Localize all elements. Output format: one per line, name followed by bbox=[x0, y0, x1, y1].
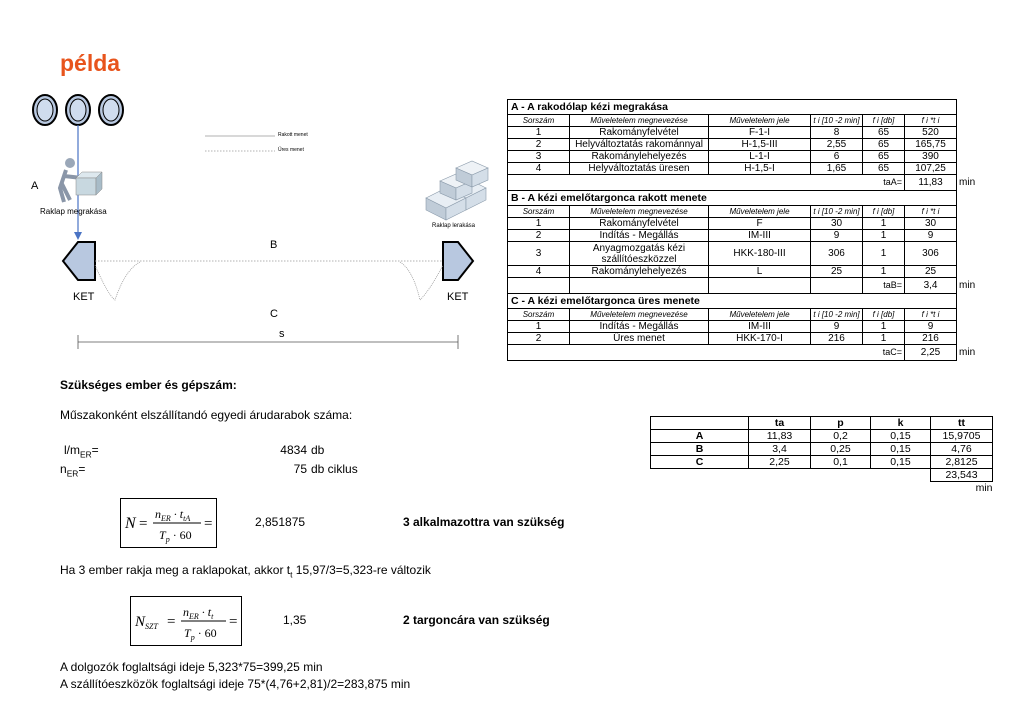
table-row: 1 Rakományfelvétel F-1-I 8 65 520 bbox=[508, 127, 994, 139]
unit: min bbox=[959, 280, 976, 291]
n-value: 75 bbox=[293, 462, 307, 476]
svg-text:Tp · 60: $T_p \cdot 60$ bbox=[159, 528, 192, 544]
label-ket-left: KET bbox=[73, 291, 95, 303]
table-row: 3 Rakománylehelyezés L-1-I 6 65 390 bbox=[508, 151, 994, 163]
total-row bbox=[508, 175, 994, 191]
formula1-result: 2,851875 bbox=[255, 515, 306, 529]
table-row: C 2,25 0,1 0,15 2,8125 bbox=[651, 456, 993, 469]
header-cell: t i [10 -2 min] bbox=[811, 115, 863, 127]
n-label: $n_{ER}=$ bbox=[60, 462, 86, 479]
header-cell: Sorszám bbox=[508, 309, 570, 321]
diagram-drawing bbox=[0, 80, 500, 370]
table-row: 1 Indítás - Megállás IM-III 9 1 9 bbox=[508, 321, 994, 333]
svg-text:N: N bbox=[125, 515, 136, 532]
header-cell: f i *t i bbox=[905, 309, 957, 321]
header-cell: Műveletelem megnevezése bbox=[570, 115, 709, 127]
unit: min bbox=[959, 177, 976, 188]
header-cell: Műveletelem jele bbox=[709, 206, 811, 218]
table-row: 2 Helyváltoztatás rakománnyal H-1,5-III 2,55 65 165,75 bbox=[508, 139, 994, 151]
total-value: 3,4 bbox=[905, 278, 957, 294]
table-row: 2 Indítás - Megállás IM-III 9 1 9 bbox=[508, 230, 994, 242]
summary-total: 23,543 bbox=[931, 469, 993, 482]
transport-diagram bbox=[0, 80, 500, 370]
svg-text:NSZT: $N_{SZT}$ bbox=[135, 614, 158, 631]
lm-label: $l/m_{ER}=$ bbox=[64, 443, 99, 460]
label-ket-right: KET bbox=[447, 291, 469, 303]
svg-text:=: = bbox=[139, 516, 148, 532]
lm-unit: db bbox=[311, 443, 325, 457]
header-p: p bbox=[811, 417, 871, 430]
legend-loaded: Rakott menet bbox=[278, 132, 308, 138]
table-row: 2 Üres menet HKK-170-I 216 1 216 bbox=[508, 333, 994, 345]
header-cell: t i [10 -2 min] bbox=[811, 206, 863, 218]
formula2-result: 1,35 bbox=[283, 613, 307, 627]
table-c-title: C - A kézi emelőtargonca üres menete bbox=[508, 294, 957, 309]
table-a-title: A - A rakodólap kézi megrakása bbox=[508, 100, 957, 115]
header-cell: f i *t i bbox=[905, 115, 957, 127]
table-b-title: B - A kézi emelőtargonca rakott menete bbox=[508, 191, 957, 206]
operator-circles bbox=[33, 95, 123, 125]
header-cell: Műveletelem megnevezése bbox=[570, 309, 709, 321]
summary-table bbox=[650, 416, 993, 495]
ket-left-shape bbox=[63, 242, 95, 280]
operations-table bbox=[507, 99, 994, 361]
header-cell: f i [db] bbox=[863, 206, 905, 218]
header-cell: f i *t i bbox=[905, 206, 957, 218]
text-bottom2: A szállítóeszközök foglaltsági ideje 75*(4,76+2,81)/2=283,875 min bbox=[60, 677, 411, 691]
total-label: taB= bbox=[863, 278, 905, 294]
worker-figure bbox=[60, 158, 102, 202]
legend-empty: Üres menet bbox=[278, 147, 304, 153]
label-c: C bbox=[270, 308, 278, 320]
header-cell: Műveletelem jele bbox=[709, 115, 811, 127]
header-tt: tt bbox=[931, 417, 993, 430]
page-title: példa bbox=[60, 50, 121, 76]
label-raklap-megrakasa: Raklap megrakása bbox=[40, 207, 107, 216]
section-heading: Szükséges ember és gépszám: bbox=[60, 378, 237, 392]
total-row bbox=[508, 278, 994, 294]
svg-text:=: = bbox=[167, 614, 176, 630]
ket-right-shape bbox=[443, 242, 473, 280]
text-bottom1: A dolgozók foglaltsági ideje 5,323*75=399,25 min bbox=[60, 660, 323, 674]
header-cell: Sorszám bbox=[508, 206, 570, 218]
header-ta: ta bbox=[749, 417, 811, 430]
table-row: 3 Anyagmozgatás kézi szállítóeszközzel HKK-180-III 306 1 306 bbox=[508, 242, 994, 266]
header-cell: Sorszám bbox=[508, 115, 570, 127]
summary-unit: min bbox=[975, 482, 993, 495]
table-row: 1 Rakományfelvétel F 30 1 30 bbox=[508, 218, 994, 230]
total-label: taC= bbox=[863, 345, 905, 361]
lm-value: 4834 bbox=[280, 443, 307, 457]
svg-text:Tp · 60: $T_p \cdot 60$ bbox=[184, 626, 217, 642]
label-b: B bbox=[270, 239, 278, 251]
header-cell: Műveletelem jele bbox=[709, 309, 811, 321]
table-row: B 3,4 0,25 0,15 4,76 bbox=[651, 443, 993, 456]
header-cell: Műveletelem megnevezése bbox=[570, 206, 709, 218]
text-line-ha: Ha 3 ember rakja meg a raklapokat, akkor $t_t$ 15,97/3=5,323-re változik bbox=[60, 563, 431, 580]
total-label: taA= bbox=[863, 175, 905, 191]
table-row: 4 Rakománylehelyezés L 25 1 25 bbox=[508, 266, 994, 278]
formula-n bbox=[120, 498, 217, 548]
formula-nszt bbox=[130, 596, 242, 646]
total-value: 2,25 bbox=[905, 345, 957, 361]
header-cell: t i [10 -2 min] bbox=[811, 309, 863, 321]
label-raklap-lerakasa: Raklap lerakása bbox=[432, 223, 476, 229]
pallet-boxes bbox=[426, 161, 488, 220]
svg-text:=: = bbox=[229, 614, 238, 630]
formula2-conclusion: 2 targoncára van szükség bbox=[403, 613, 550, 627]
n-unit: db ciklus bbox=[311, 462, 358, 476]
unit: min bbox=[959, 347, 976, 358]
table-row: A 11,83 0,2 0,15 15,9705 bbox=[651, 430, 993, 443]
label-s: s bbox=[279, 328, 285, 340]
text-line1: Műszakonként elszállítandó egyedi árudarabok száma: bbox=[60, 408, 353, 422]
svg-text:nER · tt: $n_{ER} \cdot t_t$ bbox=[183, 605, 214, 621]
header-cell: f i [db] bbox=[863, 309, 905, 321]
label-a: A bbox=[31, 180, 39, 192]
svg-text:=: = bbox=[204, 516, 213, 532]
formula1-conclusion: 3 alkalmazottra van szükség bbox=[403, 515, 565, 529]
svg-text:nER · ttA: $n_{ER} \cdot t_{tA}$ bbox=[155, 507, 191, 523]
header-cell: f i [db] bbox=[863, 115, 905, 127]
table-row: 4 Helyváltoztatás üresen H-1,5-I 1,65 65 107,25 bbox=[508, 163, 994, 175]
header-k: k bbox=[871, 417, 931, 430]
total-value: 11,83 bbox=[905, 175, 957, 191]
total-row bbox=[508, 345, 994, 361]
